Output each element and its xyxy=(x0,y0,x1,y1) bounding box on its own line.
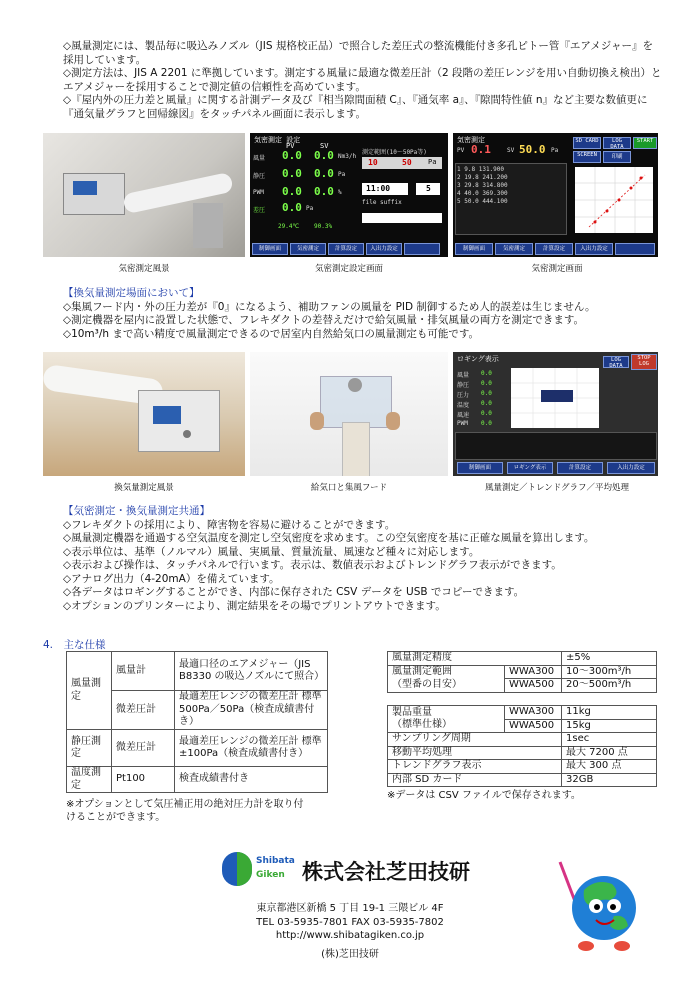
nav-button[interactable]: 計算設定 xyxy=(535,243,573,255)
intro-line: ◇測定方法は、JIS A 2201 に準拠しています。測定する風量に最適な微差圧計（2 段階の差圧レンジを用い自動切換え検出）とエアメジャーを採用することで測定値の信頼性を高めています。 xyxy=(63,67,662,93)
weight-value: 11kg xyxy=(562,706,657,720)
section-line: ◇表示および操作は、タッチパネルで行います。表示は、数値表示およびトレンドグラフ表示ができます。 xyxy=(63,559,562,571)
specs-heading: 4. 主な仕様 xyxy=(43,639,106,651)
spec-table-left xyxy=(66,651,328,793)
nav-button[interactable]: 計算設定 xyxy=(557,462,603,474)
table-row xyxy=(67,730,328,767)
item-cell: 風量計 xyxy=(112,652,175,691)
caption-trend-screen: 風量測定／トレンドグラフ／平均処理 xyxy=(484,483,630,493)
address: 東京都港区新橋 5 丁目 19-1 三隈ビル 4F xyxy=(256,903,444,914)
section-line: ◇測定機器を屋内に設置した状態で、フレキダクトの差替えだけで給気風量・排気風量の両方を測定できます。 xyxy=(63,314,584,326)
nav-button[interactable]: 制御画面 xyxy=(455,243,493,255)
nav-button[interactable]: 入出力設定 xyxy=(575,243,613,255)
table-row xyxy=(388,760,657,774)
company-name: 株式会社芝田技研 xyxy=(302,860,470,884)
spec-label: サンプリング周期 xyxy=(388,733,562,747)
group-cell: 温度測定 xyxy=(67,767,112,793)
data-row: 2 19.8 241.200 xyxy=(457,174,508,181)
ventilation-section xyxy=(63,287,663,341)
value-label: 風速 xyxy=(457,412,470,419)
row-label: PWM xyxy=(253,189,264,196)
stop-log-button[interactable]: STOP LOG xyxy=(631,354,657,370)
weight-label: 製品重量 （標準仕様） xyxy=(388,706,505,733)
range-label: 風量測定範囲 （型番の目安） xyxy=(388,665,505,692)
value-label: PWM xyxy=(457,420,468,427)
table-row xyxy=(388,746,657,760)
photo-supply-hood xyxy=(250,352,448,476)
screen-title: ロギング表示 xyxy=(457,355,499,363)
regression-graph xyxy=(575,167,653,233)
accuracy-label: 風量測定精度 xyxy=(388,652,562,666)
spec-table-right-2 xyxy=(387,705,657,787)
row-label: 風量 xyxy=(253,155,266,162)
file-suffix-label: file suffix xyxy=(362,199,402,206)
mascot-icon xyxy=(556,860,652,956)
section-heading: 【換気量測定場面において】 xyxy=(63,287,200,299)
nav-button[interactable]: 制御画面 xyxy=(252,243,288,255)
section-line: ◇表示単位は、基準（ノルマル）風量、実風量、質量流量、風速など種々に対応します。 xyxy=(63,545,480,558)
value-number: 0.0 xyxy=(481,400,492,407)
phone-fax: TEL 03-5935-7801 FAX 03-5935-7802 xyxy=(256,916,444,928)
value-label: 静圧 xyxy=(457,382,470,389)
nav-button[interactable]: 入出力設定 xyxy=(607,462,655,474)
desc-cell: 最適口径のエアメジャー（JIS B8330 の吸込ノズルにて照合） xyxy=(175,652,328,691)
section-heading: 【気密測定・換気量測定共通】 xyxy=(63,505,210,517)
model-cell: WWA300 xyxy=(505,706,562,720)
desc-cell: 最適差圧レンジの微差圧計 標準±100Pa（検査成績書付き） xyxy=(175,730,328,767)
screen-button[interactable]: SCREEN xyxy=(573,151,601,163)
sv-label: SV xyxy=(320,142,329,150)
intro-line: ◇『屋内外の圧力差と風量』に関する計測データ及び『相当隙間面積 C』、『通気率 a』、『隙間特性値 n』など主要な数値更に『通気量グラフと回帰線図』をタッチパネル画面に表示します。 xyxy=(63,94,648,120)
logo-line: Giken xyxy=(256,870,285,880)
pv-label: PV xyxy=(286,142,295,150)
spec-label: 移動平均処理 xyxy=(388,746,562,760)
section-line: ◇アナログ出力（4-20mA）を備えています。 xyxy=(63,572,280,585)
measure-count: 5 xyxy=(426,184,431,193)
screen-title: 気密測定 設定 xyxy=(254,136,301,144)
trend-graph-svg xyxy=(511,368,599,428)
desc-cell: 検査成績書付き xyxy=(175,767,328,793)
group-cell: 静圧測定 xyxy=(67,730,112,767)
pv-value: 0.1 xyxy=(471,143,491,156)
nav-button[interactable] xyxy=(404,243,440,255)
weight-value: 15kg xyxy=(562,719,657,733)
range-value: 10〜300m³/h xyxy=(562,665,657,679)
website-link[interactable]: http://www.shibatagiken.co.jp xyxy=(275,930,425,941)
section-line: ◇集風フード内・外の圧力差が『0』になるよう、補助ファンの風量を PID 制御するため人的誤差は生じません。 xyxy=(63,300,596,313)
nav-button[interactable]: 計算設定 xyxy=(328,243,364,255)
nav-button[interactable]: 気密測定 xyxy=(495,243,533,255)
table-row xyxy=(388,773,657,787)
spec-right-note: ※データは CSV ファイルで保存されます。 xyxy=(387,790,581,801)
value-number: 0.0 xyxy=(481,380,492,387)
logo-line: Shibata xyxy=(256,856,295,866)
desc-cell: 最適差圧レンジの微差圧計 標準 500Pa／50Pa（検査成績書付き） xyxy=(175,691,328,730)
row-label: 静圧 xyxy=(253,173,266,180)
row-pv: 0.0 xyxy=(282,185,302,198)
table-row xyxy=(67,652,328,691)
pv-tag: PV xyxy=(457,147,465,154)
value-number: 0.0 xyxy=(481,370,492,377)
row-unit: Nm3/h xyxy=(338,153,357,160)
company-logo-mark xyxy=(222,852,252,886)
model-cell: WWA500 xyxy=(505,679,562,693)
row-sv: 0.0 xyxy=(314,149,334,162)
screen-logging xyxy=(453,352,658,476)
table-row xyxy=(388,706,657,720)
caption-setup-screen: 気密測定設定画面 xyxy=(314,264,383,274)
mascot-svg xyxy=(556,860,652,956)
section-line: ◇フレキダクトの採用により、障害物を容易に避けることができます。 xyxy=(63,518,396,531)
sv-tag: SV xyxy=(507,147,515,154)
range-title: 測定範囲(10〜50Pa等) xyxy=(362,149,427,156)
regression-graph-svg xyxy=(575,167,653,233)
print-button[interactable]: 印刷 xyxy=(603,151,631,163)
spec-table-right-1 xyxy=(387,651,657,693)
model-cell: WWA500 xyxy=(505,719,562,733)
section-line: ◇10m³/h まで高い精度で風量測定できるので居室内自然給気口の風量測定も可能です。 xyxy=(63,327,480,340)
data-row: 1 9.8 131.900 xyxy=(457,166,505,173)
footer-contact xyxy=(200,902,500,961)
value-number: 0.0 xyxy=(481,410,492,417)
value-number: 0.0 xyxy=(481,390,492,397)
accuracy-value: ±5% xyxy=(562,652,657,666)
log-data-button[interactable]: LOG DATA xyxy=(603,137,631,149)
row-unit: Pa xyxy=(306,205,314,212)
spec-label: トレンドグラフ表示 xyxy=(388,760,562,774)
range-unit: Pa xyxy=(428,158,437,166)
nav-button[interactable]: 入出力設定 xyxy=(366,243,402,255)
nav-button[interactable]: 気密測定 xyxy=(290,243,326,255)
section-line: ◇風量測定機器を通過する空気温度を測定し空気密度を求めます。この空気密度を基に正確な風量を算出します。 xyxy=(63,532,595,544)
screen-airtight-setup xyxy=(250,133,448,257)
row-unit: Pa xyxy=(338,171,346,178)
value-label: 温度 xyxy=(457,402,470,409)
env-temperature: 29.4℃ xyxy=(278,223,300,230)
row-sv: 0.0 xyxy=(314,185,334,198)
spec-label: 内部 SD カード xyxy=(388,773,562,787)
common-section xyxy=(63,505,663,613)
caption-airtight-scene: 気密測定風景 xyxy=(118,264,170,274)
data-row: 3 29.8 314.800 xyxy=(457,182,508,189)
section-line: ◇各データはロギングすることができ、内部に保存された CSV データを USB でコピーできます。 xyxy=(63,586,525,598)
nav-button[interactable]: 制御画面 xyxy=(457,462,503,474)
logo-text xyxy=(256,854,295,882)
intro-line: ◇風量測定には、製品毎に吸込みノズル（JIS 規格校正品）で照合した差圧式の整流機能付き多孔ピトー管『エアメジャー』を採用しています。 xyxy=(63,40,654,66)
caption-supply-hood: 給気口と集風フード xyxy=(310,483,388,493)
row-pv: 0.0 xyxy=(282,149,302,162)
photo-ventilation-scene xyxy=(43,352,245,476)
group-cell: 風量測定 xyxy=(67,652,112,730)
screen-title: 気密測定 xyxy=(457,136,485,144)
spec-value: 最大 7200 点 xyxy=(562,746,657,760)
item-cell: 微差圧計 xyxy=(112,730,175,767)
spec-value: 1sec xyxy=(562,733,657,747)
range-high: 50 xyxy=(402,158,412,167)
intro-block xyxy=(63,40,663,121)
row-pv: 0.0 xyxy=(282,167,302,180)
table-row xyxy=(388,733,657,747)
value-label: 風量 xyxy=(457,372,470,379)
row-pv: 0.0 xyxy=(282,201,302,214)
item-cell: Pt100 xyxy=(112,767,175,793)
range-value: 20〜500m³/h xyxy=(562,679,657,693)
spec-value: 32GB xyxy=(562,773,657,787)
start-button[interactable]: START xyxy=(633,137,657,149)
item-cell: 微差圧計 xyxy=(112,691,175,730)
company-short-name: (株)芝田技研 xyxy=(321,948,379,960)
data-row: 4 40.0 369.300 xyxy=(457,190,508,197)
log-data-button[interactable]: LOG DATA xyxy=(603,356,629,368)
row-sv: 0.0 xyxy=(314,167,334,180)
table-row xyxy=(388,665,657,679)
screen-airtight-measure xyxy=(453,133,658,257)
spec-value: 最大 300 点 xyxy=(562,760,657,774)
nav-button[interactable]: ロギング表示 xyxy=(507,462,553,474)
spec-left-note: ※オプションとして気圧補正用の絶対圧力計を取り付けることができます。 xyxy=(66,799,304,823)
interval-time: 11:00 xyxy=(366,184,391,193)
value-unit: Pa xyxy=(551,147,559,154)
caption-ventilation-scene: 換気量測定風景 xyxy=(114,483,174,493)
table-row xyxy=(67,767,328,793)
row-unit: % xyxy=(338,189,342,196)
sd-card-button[interactable]: SD CARD xyxy=(573,137,601,149)
caption-measure-screen: 気密測定画面 xyxy=(531,264,583,274)
photo-airtight-scene xyxy=(43,133,245,257)
value-number: 0.0 xyxy=(481,420,492,427)
model-cell: WWA300 xyxy=(505,665,562,679)
row-label: 差圧 xyxy=(253,207,266,214)
nav-button[interactable] xyxy=(615,243,655,255)
table-row xyxy=(388,652,657,666)
section-line: ◇オプションのプリンターにより、測定結果をその場でプリントアウトできます。 xyxy=(63,599,446,612)
value-label: 圧力 xyxy=(457,392,470,399)
data-row: 5 50.0 444.100 xyxy=(457,198,508,205)
trend-graph xyxy=(511,368,599,428)
range-low: 10 xyxy=(368,158,378,167)
sv-value: 50.0 xyxy=(519,143,546,156)
env-humidity: 90.3% xyxy=(314,223,333,230)
